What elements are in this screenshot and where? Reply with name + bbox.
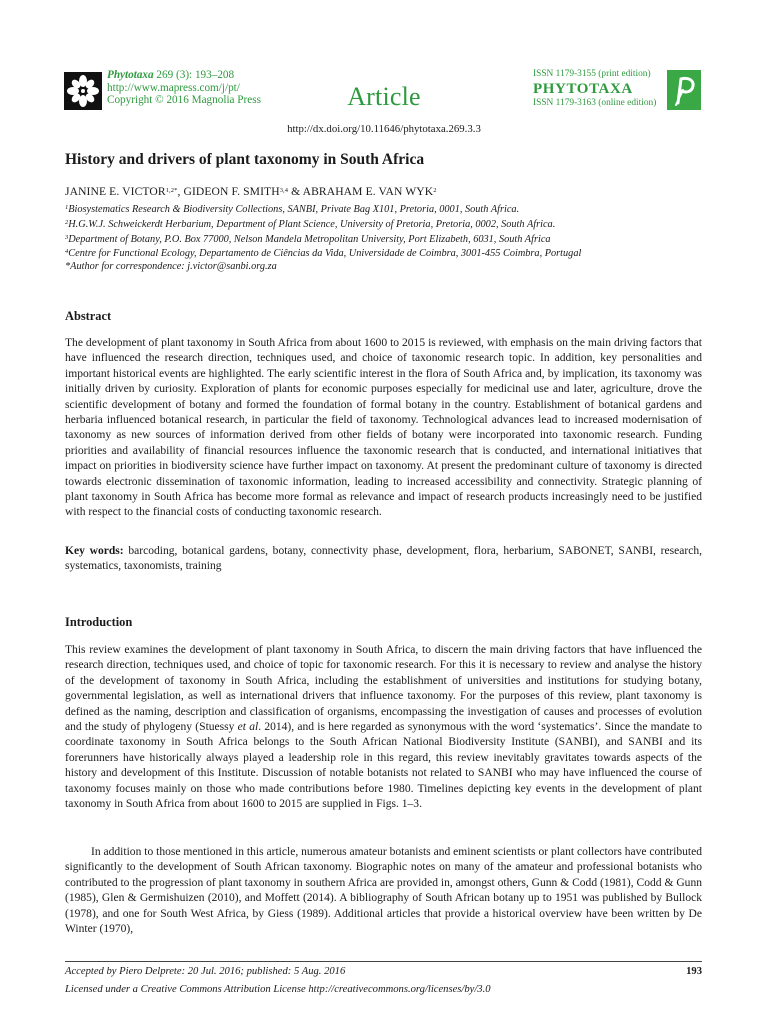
affiliation-number: 1 (65, 204, 69, 211)
author-1: JANINE E. VICTOR (65, 185, 166, 198)
keywords-label: Key words: (65, 545, 124, 557)
page-number: 193 (686, 966, 702, 977)
affiliation-3 (65, 232, 581, 247)
brand-wordmark: PHYTOTAXA (533, 81, 633, 97)
author-3: & ABRAHAM E. VAN WYK (288, 185, 434, 198)
journal-info (107, 69, 261, 107)
journal-name: Phytotaxa (107, 69, 154, 81)
correspondence-email[interactable]: *Author for correspondence: j.victor@sanbi.org.za (65, 261, 277, 273)
license-note: Licensed under a Creative Commons Attribution License http://creativecommons.org/licenses/by/3.0 (65, 984, 491, 995)
introduction-paragraph-2: In addition to those mentioned in this article, numerous amateur botanists and eminent scientists or plant collectors have contributed significantly to the development of South African taxonomy. Biographic notes on many of the amateur and professional botanists who contributed to the progression of plant taxonomy in southern Africa are provided in, amongst others, Gunn & Codd (1981), Codd & Gunn (1985), Glen & Germishuizen (2010), and Moffett (2014). A bibliography of South African botany up to 1951 was published by Bullock (1978), and one for South West Africa, by Giess (1989). Additional articles that provide a historical overview have been written by De Winter (1970), (65, 846, 702, 936)
paragraph-text: This review examines the development of plant taxonomy in South Africa, to discern the main driving factors that have influenced the research direction, techniques used, and choice of topic for taxonomic research. For this it is necessary to review and analyse the history of the development of taxonomy in South Africa, including the establishment of universities and institutions for studying botany, governmental legislation, as well as international drivers that influence taxonomy. For the purposes of this review, plant taxonomy is defined as the naming, description and classification of organisms, encompassing the investigation of causes and processes of evolution and the study of phylogeny (Stuessy (65, 644, 702, 734)
affiliation-number: 3 (65, 233, 69, 241)
affiliation-text: H.G.W.J. Schweickerdt Herbarium, Department of Plant Science, University of Pretoria, Pretoria, 0002, South Africa. (68, 218, 556, 230)
introduction-paragraph-1 (65, 643, 702, 812)
paragraph-italic: et al (237, 721, 259, 734)
copyright-line: Copyright © 2016 Magnolia Press (107, 94, 261, 107)
journal-issue: 269 (3): 193–208 (153, 69, 235, 81)
author-2: , GIDEON F. SMITH (177, 185, 280, 198)
affiliation-text: Centre for Functional Ecology, Departamento de Ciências da Vida, Universidade de Coimbra, 3001-455 Coimbra, Portugal (68, 248, 582, 260)
footer-divider (65, 961, 702, 962)
doi-link[interactable]: http://dx.doi.org/10.11646/phytotaxa.269.3.3 (287, 123, 481, 135)
issn-online: ISSN 1179-3163 (online edition) (533, 98, 657, 108)
issn-print: ISSN 1179-3155 (print edition) (533, 69, 651, 79)
journal-logo-flower-icon (64, 72, 102, 110)
affiliation-text: Department of Botany, P.O. Box 77000, Nelson Mandela Metropolitan University, Port Elizabeth, 6031, South Africa (68, 233, 551, 245)
affiliations (65, 202, 581, 274)
author-2-affil: 3,4 (279, 187, 289, 194)
paper-title: History and drivers of plant taxonomy in South Africa (65, 151, 425, 168)
abstract-heading: Abstract (65, 309, 112, 323)
affiliation-1 (65, 202, 581, 217)
author-list (65, 185, 437, 198)
introduction-heading: Introduction (65, 615, 133, 629)
journal-citation (107, 69, 261, 82)
affiliation-number: 2 (65, 218, 69, 226)
acceptance-note: Accepted by Piero Delprete: 20 Jul. 2016; published: 5 Aug. 2016 (65, 966, 346, 977)
phytotaxa-p-logo-icon (667, 70, 701, 110)
affiliation-4 (65, 246, 581, 261)
issn-block (533, 69, 663, 109)
keywords-text: barcoding, botanical gardens, botany, connectivity phase, development, flora, herbarium, SABONET, SANBI, research, systematics, taxonomists, training (65, 545, 702, 573)
article-type-label: Article (347, 82, 421, 111)
affiliation-text: Biosystematics Research & Biodiversity Collections, SANBI, Private Bag X101, Pretoria, 0001, South Africa. (68, 204, 520, 215)
keywords (65, 544, 702, 575)
author-3-affil: 2 (433, 187, 437, 194)
abstract-text: The development of plant taxonomy in South Africa from about 1600 to 2015 is reviewed, with emphasis on the main driving factors that have influenced the research direction, techniques used, and choice of taxonomic research topic. In addition, key personalities and important historical events are highlighted. The early scientific interest in the flora of South Africa and, by implication, its taxonomy was initially driven by curiosity. Exploration of plants for economic purposes especially for medicinal use and later, agriculture, drove the scientific development of botany and formed the foundation of formal botany in the country. Establishment of botanical gardens and herbaria influenced botanical research, in particular the field of taxonomy. Technological advances lead to increased modernisation of taxonomy as new sources of information derived from other fields of botany were incorporated into taxonomic research. Funding priorities and availability of financial resources influence the taxonomic research that is conducted, and international initiatives that impact on priorities in biodiversity science have further impact on taxonomy. At present the predominant culture of taxonomy is directed towards electronic dissemination of taxonomic information, leading to increased accessibility and connectivity. Strategic planning of plant taxonomy in South Africa has become more formal as relevance and impact of research products increasingly need to be justified with respect to the financial costs of conducting taxonomic research. (65, 337, 702, 519)
author-1-affil: 1,2* (165, 187, 178, 194)
journal-url-link[interactable]: http://www.mapress.com/j/pt/ (107, 81, 240, 94)
affiliation-number: 4 (65, 248, 69, 256)
paragraph-text: . 2014), and is here regarded as synonymous with the word ‘systematics’. Since the mandate to coordinate taxonomy in South Africa belongs to the South African National Biodiversity Institute (SANBI), and SANBI and its forerunners have historically always played a leadership role in this regard, this review inevitably gravitates towards aspects of the history and development of this Institute. Discussion of notable botanists not related to SANBI who may have influenced the course of taxonomy focuses mainly on those who made contributions before 1980. Timelines depicting key events in the development of plant taxonomy in South Africa from about 1600 to 2015 are supplied in Figs. 1–3. (65, 721, 702, 811)
affiliation-2 (65, 217, 581, 232)
